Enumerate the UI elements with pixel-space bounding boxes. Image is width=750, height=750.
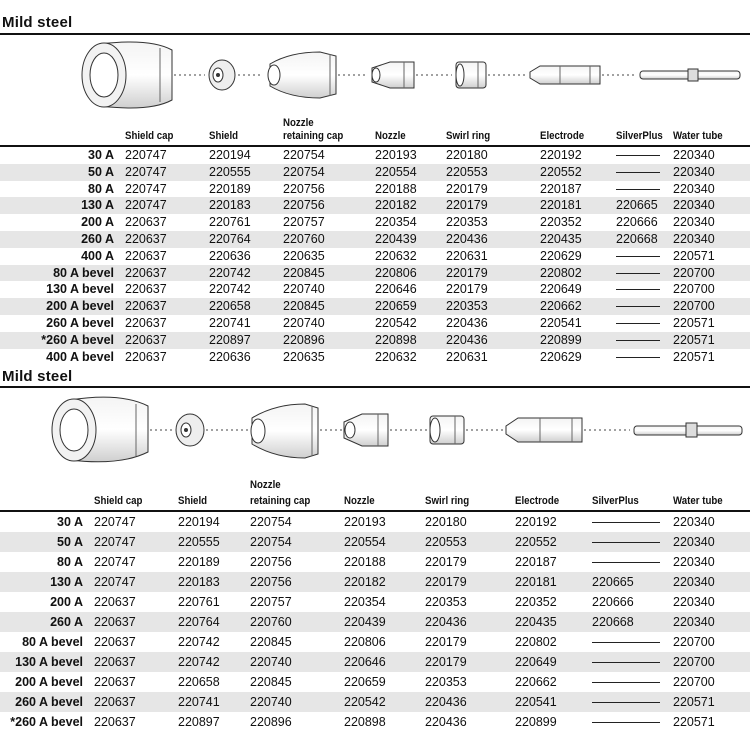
swirl-ring-cell: 220179 bbox=[446, 265, 488, 280]
shield-cap-cell: 220747 bbox=[94, 515, 136, 529]
water-tube-cell: 220340 bbox=[673, 555, 715, 569]
swirl-ring-cell: 220553 bbox=[425, 535, 467, 549]
shield-cell: 220764 bbox=[209, 232, 251, 246]
swirl-ring-cell: 220179 bbox=[425, 635, 467, 649]
table-row bbox=[0, 231, 750, 248]
nozzle-cell: 220354 bbox=[375, 215, 417, 230]
shield-cap-cell: 220637 bbox=[94, 615, 136, 629]
table-row bbox=[0, 181, 750, 198]
shield-icon bbox=[209, 60, 235, 90]
shield-cell: 220764 bbox=[178, 615, 220, 629]
nozzle-retaining-cap-icon bbox=[251, 404, 318, 458]
amperage-cell: 200 A bbox=[50, 595, 83, 609]
swirl-ring-cell: 220631 bbox=[446, 248, 488, 263]
water-tube-cell: 220700 bbox=[673, 655, 715, 669]
swirl-ring-cell: 220436 bbox=[446, 232, 488, 246]
retaining-cap-cell: 220756 bbox=[250, 555, 292, 569]
retaining-cap-cell: 220760 bbox=[250, 615, 292, 629]
bottom-header-retaining-cap-line2: retaining cap bbox=[250, 495, 311, 507]
nozzle-cell: 220354 bbox=[344, 595, 386, 609]
bottom-header-swirl-ring: Swirl ring bbox=[425, 495, 470, 507]
top-title-rule bbox=[0, 33, 750, 35]
shield-cap-cell: 220747 bbox=[94, 535, 136, 549]
water-tube-cell: 220340 bbox=[673, 515, 715, 529]
water-tube-cell: 220340 bbox=[673, 575, 715, 589]
empty-cell-dash bbox=[616, 340, 660, 341]
shield-cell: 220636 bbox=[209, 248, 251, 263]
empty-cell-dash bbox=[592, 562, 660, 563]
electrode-cell: 220649 bbox=[515, 655, 557, 669]
bottom-section-title: Mild steel bbox=[2, 368, 73, 385]
shield-cap-cell: 220637 bbox=[125, 248, 167, 263]
shield-cell: 220183 bbox=[209, 198, 251, 213]
retaining-cap-cell: 220896 bbox=[283, 332, 325, 347]
retaining-cap-cell: 220757 bbox=[283, 215, 325, 230]
empty-cell-dash bbox=[616, 172, 660, 173]
nozzle-cell: 220193 bbox=[344, 515, 386, 529]
swirl-ring-icon bbox=[430, 416, 464, 444]
nozzle-cell: 220554 bbox=[375, 164, 417, 179]
water-tube-cell: 220340 bbox=[673, 215, 715, 230]
electrode-cell: 220187 bbox=[515, 555, 557, 569]
amperage-cell: 80 A bevel bbox=[22, 635, 83, 649]
shield-cap-cell: 220637 bbox=[125, 332, 167, 347]
water-tube-cell: 220700 bbox=[673, 635, 715, 649]
top-header-shield: Shield bbox=[209, 130, 239, 142]
swirl-ring-cell: 220179 bbox=[446, 198, 488, 213]
shield-cap-cell: 220637 bbox=[125, 282, 167, 297]
silverplus-cell: 220668 bbox=[592, 615, 634, 629]
shield-cell: 220897 bbox=[178, 715, 220, 729]
water-tube-cell: 220340 bbox=[673, 615, 715, 629]
nozzle-cell: 220193 bbox=[375, 148, 417, 162]
electrode-cell: 220552 bbox=[540, 164, 582, 179]
water-tube-icon bbox=[634, 423, 742, 437]
top-header-water-tube: Water tube bbox=[673, 130, 723, 142]
water-tube-cell: 220340 bbox=[673, 535, 715, 549]
top-header-shield-cap: Shield cap bbox=[125, 130, 174, 142]
water-tube-cell: 220571 bbox=[673, 248, 715, 263]
swirl-ring-cell: 220179 bbox=[425, 655, 467, 669]
electrode-cell: 220435 bbox=[540, 232, 582, 246]
water-tube-cell: 220700 bbox=[673, 282, 715, 297]
swirl-ring-cell: 220353 bbox=[446, 215, 488, 230]
electrode-cell: 220181 bbox=[540, 198, 582, 213]
retaining-cap-cell: 220740 bbox=[283, 316, 325, 330]
swirl-ring-cell: 220353 bbox=[425, 675, 467, 689]
water-tube-cell: 220340 bbox=[673, 164, 715, 179]
empty-cell-dash bbox=[616, 289, 660, 290]
top-parts-diagram bbox=[0, 36, 750, 118]
shield-cell: 220741 bbox=[178, 695, 220, 709]
amperage-cell: 80 A bbox=[88, 181, 114, 196]
nozzle-icon bbox=[344, 414, 388, 446]
retaining-cap-cell: 220845 bbox=[283, 265, 325, 280]
amperage-cell: *260 A bevel bbox=[41, 332, 114, 347]
table-row bbox=[0, 672, 750, 692]
bottom-header-silverplus: SilverPlus bbox=[592, 495, 639, 507]
table-row bbox=[0, 652, 750, 672]
shield-cap-cell: 220747 bbox=[125, 198, 167, 213]
empty-cell-dash bbox=[616, 306, 660, 307]
nozzle-cell: 220646 bbox=[344, 655, 386, 669]
electrode-cell: 220629 bbox=[540, 349, 582, 364]
electrode-cell: 220899 bbox=[540, 332, 582, 347]
shield-cap-cell: 220747 bbox=[94, 555, 136, 569]
swirl-ring-cell: 220553 bbox=[446, 164, 488, 179]
empty-cell-dash bbox=[616, 189, 660, 190]
retaining-cap-cell: 220740 bbox=[283, 282, 325, 297]
electrode-cell: 220629 bbox=[540, 248, 582, 263]
nozzle-cell: 220182 bbox=[375, 198, 417, 213]
top-header-swirl-ring: Swirl ring bbox=[446, 130, 491, 142]
empty-cell-dash bbox=[616, 273, 660, 274]
silverplus-cell: 220666 bbox=[616, 215, 658, 230]
silverplus-cell: 220668 bbox=[616, 232, 658, 246]
table-row bbox=[0, 197, 750, 214]
empty-cell-dash bbox=[592, 722, 660, 723]
nozzle-cell: 220646 bbox=[375, 282, 417, 297]
electrode-cell: 220435 bbox=[515, 615, 557, 629]
retaining-cap-cell: 220754 bbox=[283, 164, 325, 179]
table-row bbox=[0, 592, 750, 612]
shield-cap-cell: 220637 bbox=[125, 232, 167, 246]
bottom-header-water-tube: Water tube bbox=[673, 495, 723, 507]
water-tube-cell: 220340 bbox=[673, 232, 715, 246]
water-tube-cell: 220571 bbox=[673, 332, 715, 347]
nozzle-cell: 220806 bbox=[375, 265, 417, 280]
shield-cell: 220742 bbox=[178, 655, 220, 669]
retaining-cap-cell: 220635 bbox=[283, 248, 325, 263]
nozzle-cell: 220182 bbox=[344, 575, 386, 589]
bottom-header-shield-cap: Shield cap bbox=[94, 495, 143, 507]
amperage-cell: 30 A bbox=[57, 515, 83, 529]
amperage-cell: 50 A bbox=[88, 164, 114, 179]
swirl-ring-icon bbox=[456, 62, 486, 88]
table-row bbox=[0, 512, 750, 532]
empty-cell-dash bbox=[616, 256, 660, 257]
electrode-cell: 220181 bbox=[515, 575, 557, 589]
electrode-cell: 220352 bbox=[515, 595, 557, 609]
amperage-cell: 80 A bbox=[57, 555, 83, 569]
shield-cap-cell: 220747 bbox=[125, 181, 167, 196]
retaining-cap-cell: 220754 bbox=[250, 535, 292, 549]
shield-cap-cell: 220637 bbox=[94, 675, 136, 689]
table-row bbox=[0, 349, 750, 366]
electrode-cell: 220352 bbox=[540, 215, 582, 230]
empty-cell-dash bbox=[592, 642, 660, 643]
shield-cell: 220761 bbox=[209, 215, 251, 230]
electrode-cell: 220649 bbox=[540, 282, 582, 297]
amperage-cell: 200 A bevel bbox=[15, 675, 83, 689]
retaining-cap-cell: 220754 bbox=[250, 515, 292, 529]
amperage-cell: 130 A bbox=[81, 198, 114, 213]
water-tube-cell: 220340 bbox=[673, 181, 715, 196]
empty-cell-dash bbox=[616, 323, 660, 324]
table-row bbox=[0, 281, 750, 298]
electrode-cell: 220541 bbox=[540, 316, 582, 330]
electrode-cell: 220541 bbox=[515, 695, 557, 709]
shield-cap-cell: 220747 bbox=[94, 575, 136, 589]
swirl-ring-cell: 220179 bbox=[446, 282, 488, 297]
shield-cell: 220189 bbox=[209, 181, 251, 196]
table-row bbox=[0, 315, 750, 332]
empty-cell-dash bbox=[592, 522, 660, 523]
retaining-cap-cell: 220756 bbox=[283, 181, 325, 196]
shield-cell: 220555 bbox=[209, 164, 251, 179]
amperage-cell: 130 A bevel bbox=[46, 282, 114, 297]
shield-cap-cell: 220747 bbox=[125, 148, 167, 162]
shield-cap-cell: 220637 bbox=[125, 215, 167, 230]
nozzle-cell: 220188 bbox=[344, 555, 386, 569]
nozzle-cell: 220898 bbox=[375, 332, 417, 347]
electrode-cell: 220899 bbox=[515, 715, 557, 729]
empty-cell-dash bbox=[592, 682, 660, 683]
table-row bbox=[0, 532, 750, 552]
empty-cell-dash bbox=[616, 155, 660, 156]
electrode-cell: 220552 bbox=[515, 535, 557, 549]
nozzle-cell: 220659 bbox=[375, 299, 417, 314]
electrode-cell: 220802 bbox=[540, 265, 582, 280]
top-header-silverplus: SilverPlus bbox=[616, 130, 663, 142]
water-tube-cell: 220571 bbox=[673, 349, 715, 364]
water-tube-cell: 220340 bbox=[673, 595, 715, 609]
swirl-ring-cell: 220436 bbox=[425, 615, 467, 629]
shield-cell: 220194 bbox=[209, 148, 251, 162]
retaining-cap-cell: 220754 bbox=[283, 148, 325, 162]
table-row bbox=[0, 612, 750, 632]
table-row bbox=[0, 572, 750, 592]
shield-cell: 220658 bbox=[209, 299, 251, 314]
shield-cell: 220742 bbox=[209, 282, 251, 297]
water-tube-cell: 220571 bbox=[673, 715, 715, 729]
amperage-cell: 400 A bevel bbox=[46, 349, 114, 364]
electrode-icon bbox=[530, 66, 600, 84]
electrode-cell: 220192 bbox=[540, 148, 582, 162]
top-header-retaining-cap-line2: retaining cap bbox=[283, 130, 344, 142]
bottom-header-retaining-cap-line1: Nozzle bbox=[250, 479, 281, 491]
amperage-cell: 200 A bevel bbox=[46, 299, 114, 314]
water-tube-cell: 220340 bbox=[673, 148, 715, 162]
shield-cell: 220555 bbox=[178, 535, 220, 549]
table-row bbox=[0, 164, 750, 181]
bottom-parts-diagram bbox=[0, 390, 750, 474]
bottom-header-shield: Shield bbox=[178, 495, 208, 507]
shield-cap-cell: 220747 bbox=[125, 164, 167, 179]
retaining-cap-cell: 220740 bbox=[250, 695, 292, 709]
retaining-cap-cell: 220845 bbox=[250, 675, 292, 689]
shield-cell: 220741 bbox=[209, 316, 251, 330]
shield-cap-icon bbox=[82, 42, 172, 108]
swirl-ring-cell: 220353 bbox=[425, 595, 467, 609]
swirl-ring-cell: 220179 bbox=[446, 181, 488, 196]
shield-cap-cell: 220637 bbox=[125, 349, 167, 364]
table-row bbox=[0, 552, 750, 572]
shield-cell: 220761 bbox=[178, 595, 220, 609]
silverplus-cell: 220665 bbox=[592, 575, 634, 589]
amperage-cell: 260 A bevel bbox=[15, 695, 83, 709]
amperage-cell: 30 A bbox=[88, 148, 114, 162]
empty-cell-dash bbox=[616, 357, 660, 358]
electrode-cell: 220662 bbox=[515, 675, 557, 689]
amperage-cell: 400 A bbox=[81, 248, 114, 263]
top-section-title: Mild steel bbox=[2, 14, 73, 31]
amperage-cell: *260 A bevel bbox=[10, 715, 83, 729]
table-row bbox=[0, 712, 750, 732]
shield-cell: 220194 bbox=[178, 515, 220, 529]
shield-cell: 220636 bbox=[209, 349, 251, 364]
retaining-cap-cell: 220896 bbox=[250, 715, 292, 729]
top-header-retaining-cap-line1: Nozzle bbox=[283, 117, 314, 129]
shield-cap-cell: 220637 bbox=[94, 655, 136, 669]
water-tube-cell: 220571 bbox=[673, 316, 715, 330]
electrode-cell: 220802 bbox=[515, 635, 557, 649]
silverplus-cell: 220665 bbox=[616, 198, 658, 213]
table-row bbox=[0, 632, 750, 652]
nozzle-cell: 220659 bbox=[344, 675, 386, 689]
shield-cap-icon bbox=[52, 397, 148, 462]
table-row bbox=[0, 214, 750, 231]
retaining-cap-cell: 220635 bbox=[283, 349, 325, 364]
empty-cell-dash bbox=[592, 702, 660, 703]
amperage-cell: 260 A bevel bbox=[46, 316, 114, 330]
water-tube-cell: 220571 bbox=[673, 695, 715, 709]
retaining-cap-cell: 220756 bbox=[250, 575, 292, 589]
electrode-cell: 220192 bbox=[515, 515, 557, 529]
shield-cap-cell: 220637 bbox=[125, 316, 167, 330]
nozzle-cell: 220439 bbox=[344, 615, 386, 629]
retaining-cap-cell: 220756 bbox=[283, 198, 325, 213]
swirl-ring-cell: 220353 bbox=[446, 299, 488, 314]
nozzle-cell: 220439 bbox=[375, 232, 417, 246]
table-row bbox=[0, 248, 750, 265]
shield-cap-cell: 220637 bbox=[125, 265, 167, 280]
shield-cell: 220183 bbox=[178, 575, 220, 589]
amperage-cell: 260 A bbox=[81, 232, 114, 246]
swirl-ring-cell: 220179 bbox=[425, 575, 467, 589]
shield-cap-cell: 220637 bbox=[94, 715, 136, 729]
nozzle-retaining-cap-icon bbox=[268, 52, 336, 98]
top-header-electrode: Electrode bbox=[540, 130, 585, 142]
retaining-cap-cell: 220845 bbox=[250, 635, 292, 649]
nozzle-cell: 220806 bbox=[344, 635, 386, 649]
table-row bbox=[0, 265, 750, 282]
amperage-cell: 80 A bevel bbox=[53, 265, 114, 280]
nozzle-cell: 220542 bbox=[375, 316, 417, 330]
shield-cell: 220189 bbox=[178, 555, 220, 569]
nozzle-icon bbox=[372, 62, 414, 88]
shield-cap-cell: 220637 bbox=[125, 299, 167, 314]
shield-icon bbox=[176, 414, 204, 446]
shield-cell: 220742 bbox=[209, 265, 251, 280]
swirl-ring-cell: 220180 bbox=[446, 148, 488, 162]
retaining-cap-cell: 220760 bbox=[283, 232, 325, 246]
swirl-ring-cell: 220436 bbox=[446, 332, 488, 347]
amperage-cell: 130 A bbox=[50, 575, 83, 589]
empty-cell-dash bbox=[592, 542, 660, 543]
water-tube-cell: 220700 bbox=[673, 265, 715, 280]
swirl-ring-cell: 220179 bbox=[425, 555, 467, 569]
amperage-cell: 50 A bbox=[57, 535, 83, 549]
shield-cap-cell: 220637 bbox=[94, 695, 136, 709]
water-tube-cell: 220340 bbox=[673, 198, 715, 213]
nozzle-cell: 220188 bbox=[375, 181, 417, 196]
shield-cell: 220897 bbox=[209, 332, 251, 347]
retaining-cap-cell: 220740 bbox=[250, 655, 292, 669]
electrode-icon bbox=[506, 418, 582, 442]
table-row bbox=[0, 332, 750, 349]
swirl-ring-cell: 220436 bbox=[425, 695, 467, 709]
amperage-cell: 260 A bbox=[50, 615, 83, 629]
table-row bbox=[0, 692, 750, 712]
shield-cell: 220742 bbox=[178, 635, 220, 649]
bottom-title-rule bbox=[0, 386, 750, 388]
water-tube-cell: 220700 bbox=[673, 299, 715, 314]
empty-cell-dash bbox=[592, 662, 660, 663]
top-header-nozzle: Nozzle bbox=[375, 130, 406, 142]
swirl-ring-cell: 220631 bbox=[446, 349, 488, 364]
bottom-header-nozzle: Nozzle bbox=[344, 495, 375, 507]
shield-cell: 220658 bbox=[178, 675, 220, 689]
bottom-header-electrode: Electrode bbox=[515, 495, 560, 507]
table-row bbox=[0, 298, 750, 315]
nozzle-cell: 220632 bbox=[375, 248, 417, 263]
swirl-ring-cell: 220180 bbox=[425, 515, 467, 529]
table-row bbox=[0, 147, 750, 164]
retaining-cap-cell: 220757 bbox=[250, 595, 292, 609]
nozzle-cell: 220632 bbox=[375, 349, 417, 364]
silverplus-cell: 220666 bbox=[592, 595, 634, 609]
swirl-ring-cell: 220436 bbox=[425, 715, 467, 729]
nozzle-cell: 220542 bbox=[344, 695, 386, 709]
retaining-cap-cell: 220845 bbox=[283, 299, 325, 314]
electrode-cell: 220662 bbox=[540, 299, 582, 314]
swirl-ring-cell: 220436 bbox=[446, 316, 488, 330]
nozzle-cell: 220898 bbox=[344, 715, 386, 729]
shield-cap-cell: 220637 bbox=[94, 635, 136, 649]
amperage-cell: 200 A bbox=[81, 215, 114, 230]
electrode-cell: 220187 bbox=[540, 181, 582, 196]
water-tube-icon bbox=[640, 69, 740, 81]
shield-cap-cell: 220637 bbox=[94, 595, 136, 609]
water-tube-cell: 220700 bbox=[673, 675, 715, 689]
nozzle-cell: 220554 bbox=[344, 535, 386, 549]
amperage-cell: 130 A bevel bbox=[15, 655, 83, 669]
